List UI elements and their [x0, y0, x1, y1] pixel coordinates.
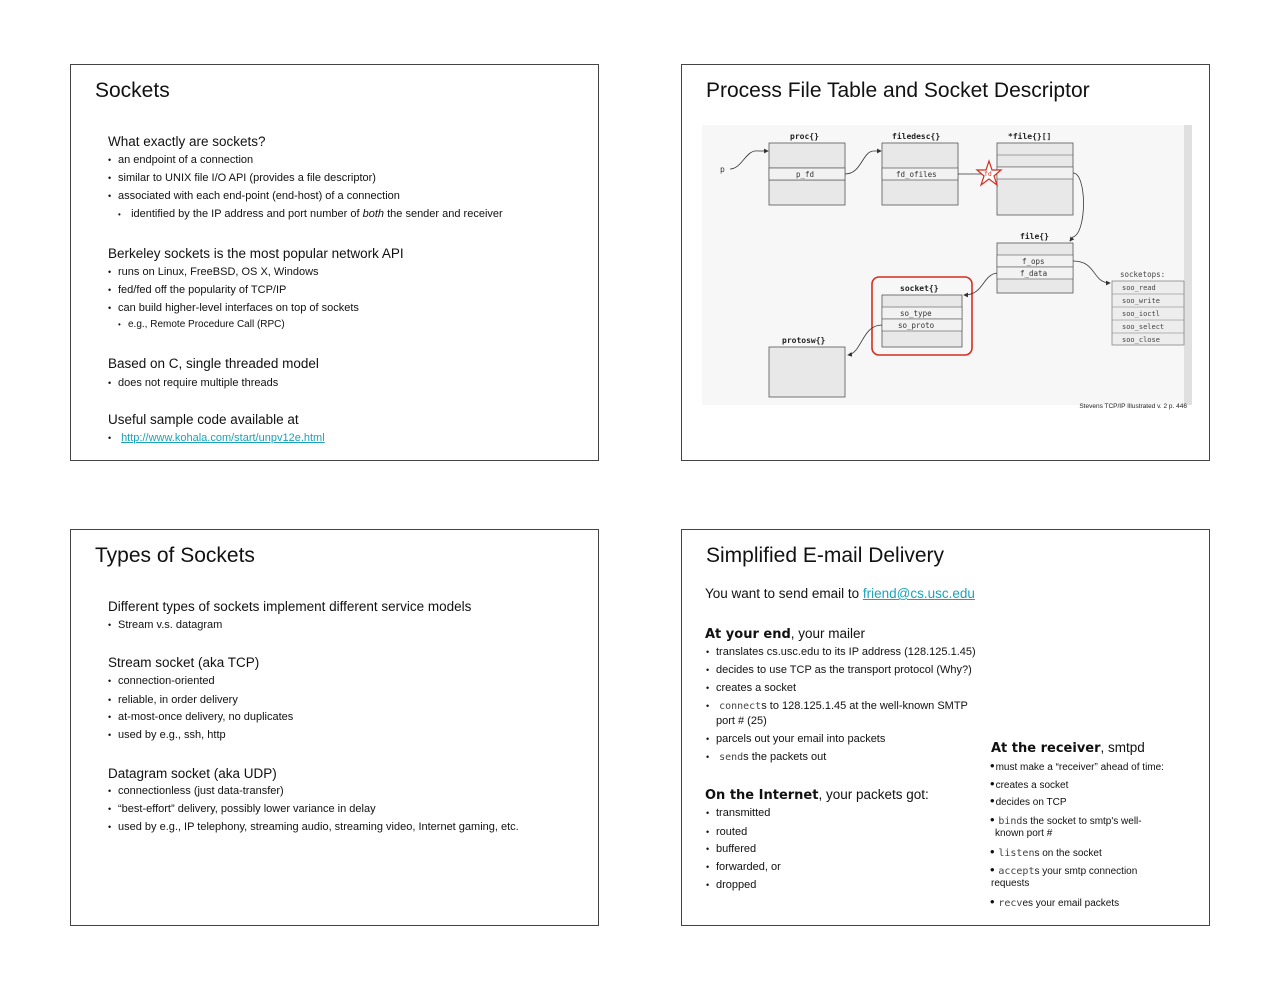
bullet-item: • does not require multiple threads	[108, 377, 278, 389]
bullet-text: s the packets out	[743, 751, 827, 763]
receiver-heading	[991, 740, 1145, 756]
bullet-item: • similar to UNIX file I/O API (provides a file descriptor)	[108, 172, 376, 184]
section-heading: Different types of sockets implement different service models	[108, 599, 472, 614]
socketop-entry: soo_ioctl	[1122, 310, 1160, 318]
code-accept: accept	[998, 866, 1035, 877]
so-proto-field: so_proto	[898, 321, 935, 330]
f-data-field: f_data	[1020, 269, 1048, 278]
receiver-item	[990, 844, 1102, 859]
bullet-item: • creates a socket	[706, 682, 796, 694]
code-bind: bind	[998, 816, 1023, 827]
receiver-item: • decides on TCP	[990, 793, 1067, 808]
code-connect: connect	[719, 701, 762, 712]
emphasis-text: both	[362, 208, 385, 220]
socketop-entry: soo_read	[1122, 284, 1156, 292]
bullet-item: • translates cs.usc.edu to its IP address (128.125.1.45)	[706, 646, 976, 658]
section-heading: What exactly are sockets?	[108, 134, 266, 149]
receiver-item: • creates a socket	[990, 776, 1068, 791]
code-listen: listen	[998, 848, 1035, 859]
slide-title: Types of Sockets	[95, 544, 255, 567]
bullet-item: • transmitted	[706, 807, 770, 819]
intro-text: You want to send email to	[705, 586, 863, 601]
bullet-item: • forwarded, or	[706, 861, 781, 873]
bullet-item	[706, 700, 968, 712]
bullet-text: s to 128.125.1.45 at the well-known SMTP	[761, 700, 968, 712]
protosw-label: protosw{}	[782, 336, 826, 345]
internet-heading	[705, 787, 929, 803]
f-ops-field: f_ops	[1022, 257, 1045, 266]
p-pointer-label: p	[720, 165, 725, 174]
fd-ofiles-field: fd_ofiles	[896, 170, 937, 179]
sub-bullet-item	[108, 208, 503, 220]
bullet-item: • connection-oriented	[108, 675, 215, 687]
socket-struct-label: socket{}	[900, 284, 939, 293]
code-send: send	[719, 752, 744, 763]
receiver-text: s the socket to smtp's well-	[1022, 816, 1142, 827]
sample-code-link[interactable]: http://www.kohala.com/start/unpv12e.html	[121, 432, 325, 444]
slide-sockets	[70, 64, 599, 461]
bullet-item: • at-most-once delivery, no duplicates	[108, 711, 293, 723]
receiver-text: s your smtp connection	[1034, 866, 1138, 877]
bullet-item: • reliable, in order delivery	[108, 694, 238, 706]
slide-process-file-table	[681, 64, 1210, 461]
bullet-item	[706, 751, 826, 763]
bullet-item: • used by e.g., IP telephony, streaming audio, streaming video, Internet gaming, etc.	[108, 821, 519, 833]
friend-email-link[interactable]: friend@cs.usc.edu	[862, 586, 975, 601]
section-heading: Berkeley sockets is the most popular network API	[108, 246, 404, 261]
bullet-item: • connectionless (just data-transfer)	[108, 785, 284, 797]
fd-star-label: fd	[984, 170, 992, 178]
sub-bullet-item: • e.g., Remote Procedure Call (RPC)	[108, 319, 285, 330]
bullet-item: • fed/fed off the popularity of TCP/IP	[108, 284, 286, 296]
code-recv: recv	[998, 898, 1023, 909]
receiver-item	[990, 894, 1119, 909]
receiver-text: s on the socket	[1034, 848, 1102, 859]
proc-label: proc{}	[790, 132, 819, 141]
bullet-item: • used by e.g., ssh, http	[108, 729, 226, 741]
receiver-item	[990, 862, 1137, 877]
socketop-entry: soo_write	[1122, 297, 1160, 305]
bullet-item: • an endpoint of a connection	[108, 154, 253, 166]
heading-rest: , your packets got:	[818, 787, 929, 802]
bullet-item: • runs on Linux, FreeBSD, OS X, Windows	[108, 266, 319, 278]
receiver-item: • must make a “receiver” ahead of time:	[990, 758, 1164, 773]
receiver-continuation: known port #	[995, 828, 1053, 839]
slide-title: Simplified E-mail Delivery	[706, 544, 945, 567]
heading-rest: , smtpd	[1100, 740, 1145, 755]
slide-title: Sockets	[95, 79, 170, 102]
sub-bullet-text: the sender and receiver	[384, 208, 503, 220]
heading-rest: , your mailer	[790, 626, 866, 641]
bullet-item: • buffered	[706, 843, 756, 855]
file-struct	[997, 243, 1073, 293]
figure-caption: Stevens TCP/IP Illustrated v. 2 p. 446	[1079, 403, 1187, 410]
socketop-entry: soo_close	[1122, 336, 1160, 344]
sub-bullet-text: identified by the IP address and port number of	[131, 208, 363, 220]
heading-bold: At your end	[705, 627, 791, 642]
bullet-item: • parcels out your email into packets	[706, 733, 885, 745]
file-struct-label: file{}	[1020, 232, 1049, 241]
slide-types-of-sockets	[70, 529, 599, 926]
heading-bold: On the Internet	[705, 788, 819, 803]
bullet-item: • dropped	[706, 879, 756, 891]
bullet-item: • decides to use TCP as the transport protocol (Why?)	[706, 664, 972, 676]
section-heading: Stream socket (aka TCP)	[108, 655, 260, 670]
receiver-continuation: requests	[991, 878, 1030, 889]
p-fd-field: p_fd	[796, 170, 815, 179]
intro-line	[705, 586, 975, 601]
file-array-struct	[997, 143, 1073, 215]
protosw-struct	[769, 347, 845, 397]
heading-bold: At the receiver	[991, 741, 1101, 756]
bullet-item: • can build higher-level interfaces on top of sockets	[108, 302, 359, 314]
so-type-field: so_type	[900, 309, 932, 318]
socket-descriptor-diagram	[702, 125, 1192, 405]
socketop-entry: soo_select	[1122, 323, 1165, 331]
bullet-continuation: port # (25)	[716, 715, 767, 727]
slide-email-delivery	[681, 529, 1210, 926]
scan-edge	[1184, 125, 1192, 405]
receiver-text: es your email packets	[1022, 898, 1120, 909]
bullet-item	[108, 432, 325, 444]
section-heading: Useful sample code available at	[108, 412, 299, 427]
your-end-heading	[705, 626, 865, 642]
filedesc-label: filedesc{}	[892, 132, 941, 141]
bullet-item: • associated with each end-point (end-host) of a connection	[108, 190, 400, 202]
receiver-item	[990, 812, 1142, 827]
file-array-label: *file{}[]	[1008, 132, 1052, 141]
bullet-item: • routed	[706, 826, 747, 838]
section-heading: Based on C, single threaded model	[108, 356, 319, 371]
socketops-label: socketops:	[1120, 270, 1166, 279]
slide-title: Process File Table and Socket Descriptor	[706, 79, 1090, 102]
section-heading: Datagram socket (aka UDP)	[108, 766, 277, 781]
bullet-item: • Stream v.s. datagram	[108, 619, 222, 631]
bullet-item: • “best-effort” delivery, possibly lower variance in delay	[108, 803, 376, 815]
